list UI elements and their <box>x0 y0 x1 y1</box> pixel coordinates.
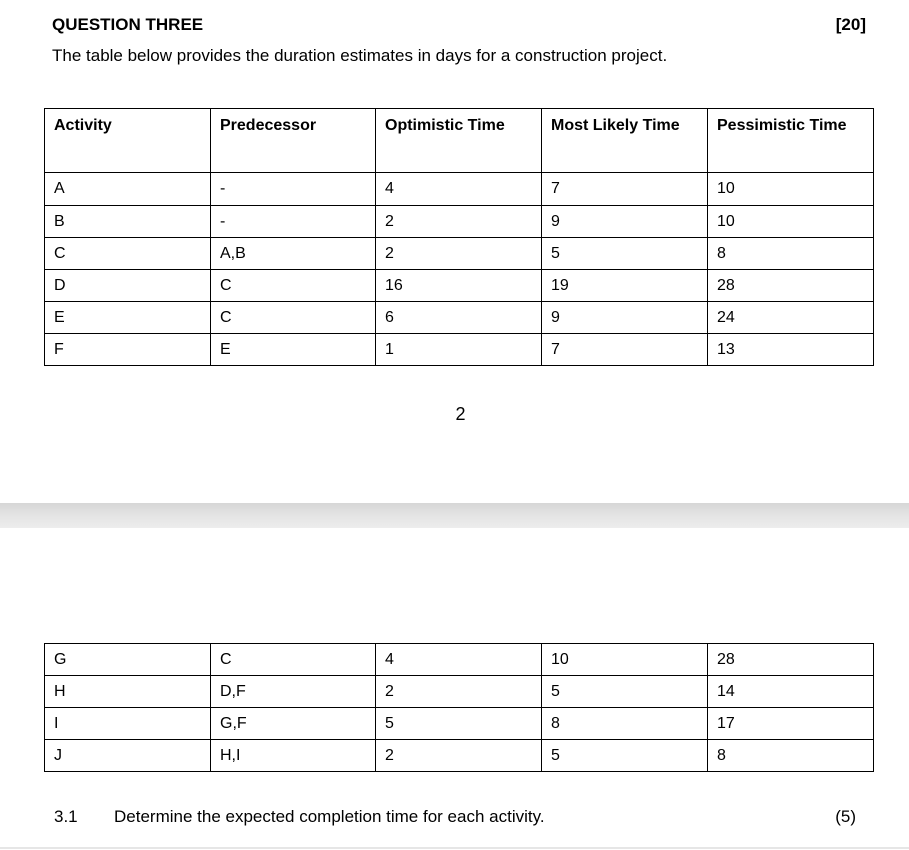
table-body-page1 <box>45 173 874 366</box>
table-row <box>45 676 874 708</box>
subquestion-number: 3.1 <box>54 807 78 826</box>
cell-activity: H <box>45 676 211 708</box>
page-number: 2 <box>455 404 466 424</box>
cell-pessimistic-time: 24 <box>708 302 874 334</box>
cell-optimistic-time: 1 <box>376 334 542 366</box>
cell-most-likely-time: 8 <box>542 708 708 740</box>
cell-most-likely-time: 10 <box>542 644 708 676</box>
cell-activity: D <box>45 270 211 302</box>
table-row <box>45 173 874 206</box>
cell-predecessor: G,F <box>211 708 376 740</box>
cell-predecessor: E <box>211 334 376 366</box>
cell-most-likely-time: 19 <box>542 270 708 302</box>
cell-predecessor: H,I <box>211 740 376 772</box>
cell-most-likely-time: 5 <box>542 740 708 772</box>
table-row <box>45 206 874 238</box>
cell-optimistic-time: 4 <box>376 644 542 676</box>
page-bottom-rule <box>0 847 909 849</box>
cell-activity: G <box>45 644 211 676</box>
cell-optimistic-time: 2 <box>376 206 542 238</box>
cell-optimistic-time: 4 <box>376 173 542 206</box>
table-row <box>45 708 874 740</box>
cell-predecessor: D,F <box>211 676 376 708</box>
cell-predecessor: A,B <box>211 238 376 270</box>
duration-table <box>44 108 874 366</box>
cell-pessimistic-time: 28 <box>708 270 874 302</box>
table-header-row <box>45 109 874 173</box>
cell-predecessor: C <box>211 644 376 676</box>
cell-most-likely-time: 5 <box>542 676 708 708</box>
table-row <box>45 334 874 366</box>
question-title: QUESTION THREE <box>52 15 204 34</box>
table-body-page2 <box>45 644 874 772</box>
header-most-likely-time: Most Likely Time <box>542 109 708 173</box>
table-row <box>45 302 874 334</box>
cell-pessimistic-time: 28 <box>708 644 874 676</box>
cell-predecessor: C <box>211 270 376 302</box>
header-predecessor: Predecessor <box>211 109 376 173</box>
cell-most-likely-time: 7 <box>542 334 708 366</box>
subquestion-text: Determine the expected completion time for each activity. <box>114 807 545 826</box>
header-pessimistic-time: Pessimistic Time <box>708 109 874 173</box>
cell-most-likely-time: 9 <box>542 206 708 238</box>
cell-pessimistic-time: 14 <box>708 676 874 708</box>
cell-pessimistic-time: 10 <box>708 173 874 206</box>
header-activity: Activity <box>45 109 211 173</box>
cell-optimistic-time: 2 <box>376 676 542 708</box>
cell-activity: J <box>45 740 211 772</box>
cell-most-likely-time: 9 <box>542 302 708 334</box>
cell-optimistic-time: 2 <box>376 238 542 270</box>
cell-activity: A <box>45 173 211 206</box>
cell-optimistic-time: 5 <box>376 708 542 740</box>
subquestion-points: (5) <box>835 807 856 826</box>
cell-predecessor: C <box>211 302 376 334</box>
cell-pessimistic-time: 10 <box>708 206 874 238</box>
cell-pessimistic-time: 8 <box>708 238 874 270</box>
table-row <box>45 238 874 270</box>
cell-activity: I <box>45 708 211 740</box>
cell-activity: E <box>45 302 211 334</box>
question-marks: [20] <box>835 15 866 34</box>
cell-most-likely-time: 7 <box>542 173 708 206</box>
cell-pessimistic-time: 8 <box>708 740 874 772</box>
table-row <box>45 644 874 676</box>
cell-predecessor: - <box>211 206 376 238</box>
cell-predecessor: - <box>211 173 376 206</box>
cell-optimistic-time: 2 <box>376 740 542 772</box>
duration-table-continued <box>44 643 874 772</box>
table-row <box>45 740 874 772</box>
header-optimistic-time: Optimistic Time <box>376 109 542 173</box>
cell-pessimistic-time: 13 <box>708 334 874 366</box>
cell-most-likely-time: 5 <box>542 238 708 270</box>
cell-activity: B <box>45 206 211 238</box>
cell-optimistic-time: 16 <box>376 270 542 302</box>
cell-optimistic-time: 6 <box>376 302 542 334</box>
cell-activity: F <box>45 334 211 366</box>
table-row <box>45 270 874 302</box>
question-intro: The table below provides the duration estimates in days for a construction project. <box>52 46 668 65</box>
cell-pessimistic-time: 17 <box>708 708 874 740</box>
page-break <box>0 503 909 528</box>
cell-activity: C <box>45 238 211 270</box>
